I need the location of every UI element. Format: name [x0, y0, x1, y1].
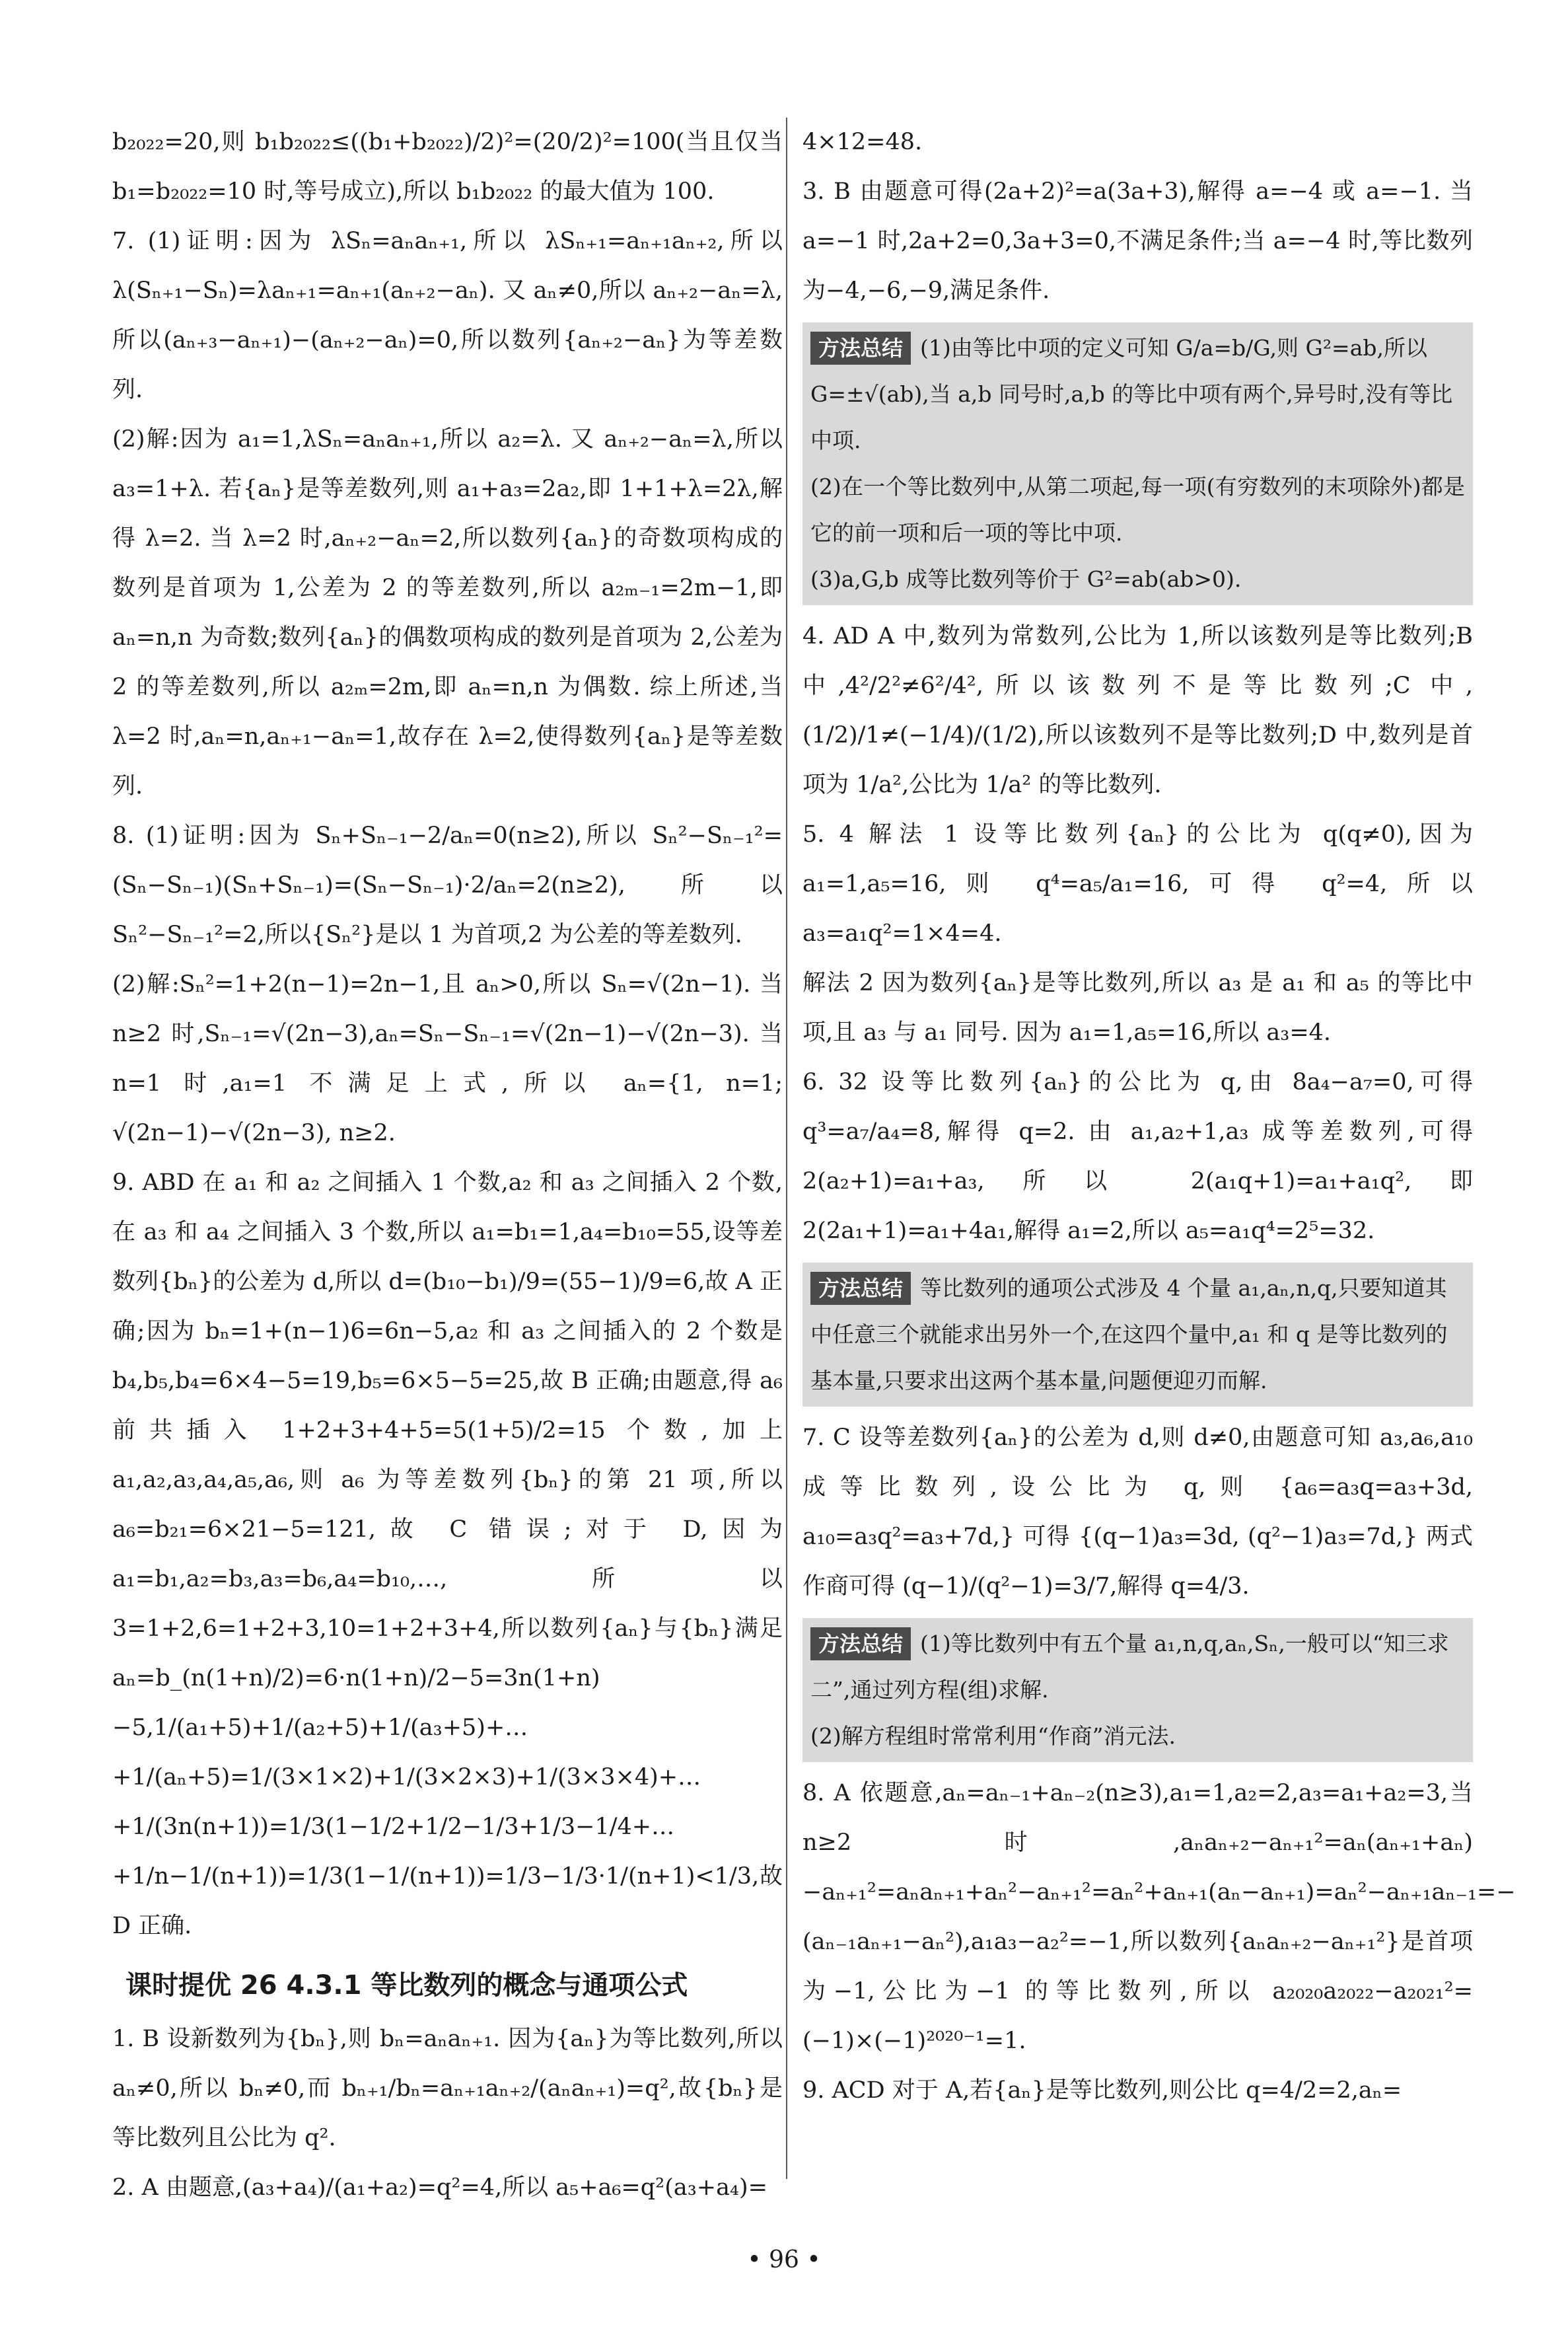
method-summary-box — [802, 322, 1473, 605]
box-text: (2)在一个等比数列中,从第二项起,每一项(有穷数列的末项除外)都是它的前一项和后一项的等比中项. — [810, 474, 1465, 546]
paragraph: 8. A 依题意,aₙ=aₙ₋₁+aₙ₋₂(n≥3),a₁=1,a₂=2,a₃=a₁+a₂=3,当 n≥2 时,aₙaₙ₊₂−aₙ₊₁²=aₙ(aₙ₊₁+aₙ)−aₙ₊₁²=aₙaₙ₊₁+aₙ²−aₙ₊₁²=aₙ²+aₙ₊₁(aₙ−aₙ₊₁)=aₙ²−aₙ₊₁aₙ₋₁=−(aₙ₋₁aₙ₊₁−aₙ²),a₁a₃−a₂²=−1,所以数列{aₙaₙ₊₂−aₙ₊₁²}是首项为−1,公比为−1 的等比数列,所以 a₂₀₂₀a₂₀₂₂−a₂₀₂₁²=(−1)×(−1)²⁰²⁰⁻¹=1. — [802, 1780, 1516, 2054]
column-divider — [786, 118, 787, 2179]
method-summary-label: 方法总结 — [810, 1272, 911, 1305]
section-title: 课时提优 26 4.3.1 等比数列的概念与通项公式 — [125, 1970, 688, 2001]
page-number: • 96 • — [747, 2246, 821, 2273]
paragraph: 4×12=48. — [802, 129, 923, 155]
method-summary-label: 方法总结 — [810, 332, 911, 365]
paragraph: (2)解:Sₙ²=1+2(n−1)=2n−1,且 aₙ>0,所以 Sₙ=√(2n−1). 当 n≥2 时,Sₙ₋₁=√(2n−3),aₙ=Sₙ−Sₙ₋₁=√(2n−1)−√(2n−3). 当 n=1 时,a₁=1 不满足上式,所以 aₙ={1, n=1; √(2n−1)−√(2n−3), n≥2. — [112, 971, 783, 1146]
paragraph: 9. ABD 在 a₁ 和 a₂ 之间插入 1 个数,a₂ 和 a₃ 之间插入 2 个数,在 a₃ 和 a₄ 之间插入 3 个数,所以 a₁=b₁=1,a₄=b₁₀=55,设等差数列{bₙ}的公差为 d,所以 d=(b₁₀−b₁)/9=(55−1)/9=6,故 A 正确;因为 bₙ=1+(n−1)6=6n−5,a₂ 和 a₃ 之间插入的 2 个数是 b₄,b₅,b₄=6×4−5=19,b₅=6×5−5=25,故 B 正确;由题意,得 a₆ 前共插入 1+2+3+4+5=5(1+5)/2=15 个数,加上 a₁,a₂,a₃,a₄,a₅,a₆,则 a₆ 为等差数列{bₙ}的第 21 项,所以 a₆=b₂₁=6×21−5=121,故 C 错误;对于 D,因为 a₁=b₁,a₂=b₃,a₃=b₆,a₄=b₁₀,…,所以 3=1+2,6=1+2+3,10=1+2+3+4,所以数列{aₙ}与{bₙ}满足 aₙ=b_(n(1+n)/2)=6·n(1+n)/2−5=3n(1+n)−5,1/(a₁+5)+1/(a₂+5)+1/(a₃+5)+…+1/(aₙ+5)=1/(3×1×2)+1/(3×2×3)+1/(3×3×4)+…+1/(3n(n+1))=1/3(1−1/2+1/2−1/3+1/3−1/4+…+1/n−1/(n+1))=1/3(1−1/(n+1))=1/3−1/3·1/(n+1)<1/3,故 D 正确. — [112, 1169, 783, 1939]
paragraph: 7. (1)证明:因为 λSₙ=aₙaₙ₊₁,所以 λSₙ₊₁=aₙ₊₁aₙ₊₂,所以 λ(Sₙ₊₁−Sₙ)=λaₙ₊₁=aₙ₊₁(aₙ₊₂−aₙ). 又 aₙ≠0,所以 aₙ₊₂−aₙ=λ,所以(aₙ₊₃−aₙ₊₁)−(aₙ₊₂−aₙ)=0,所以数列{aₙ₊₂−aₙ}为等差数列. — [112, 228, 783, 403]
paragraph: 1. B 设新数列为{bₙ},则 bₙ=aₙaₙ₊₁. 因为{aₙ}为等比数列,所以 aₙ≠0,所以 bₙ≠0,而 bₙ₊₁/bₙ=aₙ₊₁aₙ₊₂/(aₙaₙ₊₁)=q²,故{bₙ}是等比数列且公比为 q². — [112, 2026, 783, 2151]
paragraph: (2)解:因为 a₁=1,λSₙ=aₙaₙ₊₁,所以 a₂=λ. 又 aₙ₊₂−aₙ=λ,所以 a₃=1+λ. 若{aₙ}是等差数列,则 a₁+a₃=2a₂,即 1+1+λ=2λ,解得 λ=2. 当 λ=2 时,aₙ₊₂−aₙ=2,所以数列{aₙ}的奇数项构成的数列是首项为 1,公差为 2 的等差数列,所以 a₂ₘ₋₁=2m−1,即 aₙ=n,n 为奇数;数列{aₙ}的偶数项构成的数列是首项为 2,公差为 2 的等差数列,所以 a₂ₘ=2m,即 aₙ=n,n 为偶数. 综上所述,当 λ=2 时,aₙ=n,aₙ₊₁−aₙ=1,故存在 λ=2,使得数列{aₙ}是等差数列. — [112, 426, 783, 799]
paragraph: 2. A 由题意,(a₃+a₄)/(a₁+a₂)=q²=4,所以 a₅+a₆=q²(a₃+a₄)= — [112, 2174, 767, 2201]
box-text: (2)解方程组时常常利用“作商”消元法. — [810, 1723, 1176, 1749]
paragraph: 8. (1)证明:因为 Sₙ+Sₙ₋₁−2/aₙ=0(n≥2),所以 Sₙ²−Sₙ₋₁²=(Sₙ−Sₙ₋₁)(Sₙ+Sₙ₋₁)=(Sₙ−Sₙ₋₁)·2/aₙ=2(n≥2),所以 Sₙ²−Sₙ₋₁²=2,所以{Sₙ²}是以 1 为首项,2 为公差的等差数列. — [112, 823, 783, 948]
box-text: (3)a,G,b 成等比数列等价于 G²=ab(ab>0). — [810, 566, 1242, 592]
box-text: (1)由等比中项的定义可知 G/a=b/G,则 G²=ab,所以 G=±√(ab),当 a,b 同号时,a,b 的等比中项有两个,异号时,没有等比中项. — [810, 335, 1453, 453]
paragraph: 6. 32 设等比数列{aₙ}的公比为 q,由 8a₄−a₇=0,可得 q³=a₇/a₄=8,解得 q=2. 由 a₁,a₂+1,a₃ 成等差数列,可得 2(a₂+1)=a₁+a₃,所以 2(a₁q+1)=a₁+a₁q²,即 2(2a₁+1)=a₁+4a₁,解得 a₁=2,所以 a₅=a₁q⁴=2⁵=32. — [802, 1069, 1473, 1244]
paragraph: 4. AD A 中,数列为常数列,公比为 1,所以该数列是等比数列;B 中,4²/2²≠6²/4²,所以该数列不是等比数列;C 中,(1/2)/1≠(−1/4)/(1/2),所以该数列不是等比数列;D 中,数列是首项为 1/a²,公比为 1/a² 的等比数列. — [802, 623, 1473, 798]
method-summary-box — [802, 1263, 1473, 1407]
box-text: (1)等比数列中有五个量 a₁,n,q,aₙ,Sₙ,一般可以“知三求二”,通过列方程(组)求解. — [810, 1631, 1449, 1703]
paragraph: 3. B 由题意可得(2a+2)²=a(3a+3),解得 a=−4 或 a=−1. 当 a=−1 时,2a+2=0,3a+3=0,不满足条件;当 a=−4 时,等比数列为−4,−6,−9,满足条件. — [802, 178, 1473, 304]
paragraph: b₂₀₂₂=20,则 b₁b₂₀₂₂≤((b₁+b₂₀₂₂)/2)²=(20/2)²=100(当且仅当 b₁=b₂₀₂₂=10 时,等号成立),所以 b₁b₂₀₂₂ 的最大值为 100. — [112, 129, 783, 205]
box-text: 等比数列的通项公式涉及 4 个量 a₁,aₙ,n,q,只要知道其中任意三个就能求出另外一个,在这四个量中,a₁ 和 q 是等比数列的基本量,只要求出这两个基本量,问题便迎刃而解. — [810, 1275, 1448, 1393]
method-summary-box — [802, 1618, 1473, 1762]
method-summary-label: 方法总结 — [810, 1627, 911, 1660]
right-column — [802, 118, 1516, 2116]
paragraph: 9. ACD 对于 A,若{aₙ}是等比数列,则公比 q=4/2=2,aₙ= — [802, 2077, 1402, 2104]
paragraph: 解法 2 因为数列{aₙ}是等比数列,所以 a₃ 是 a₁ 和 a₅ 的等比中项,且 a₃ 与 a₁ 同号. 因为 a₁=1,a₅=16,所以 a₃=4. — [802, 970, 1473, 1046]
paragraph: 7. C 设等差数列{aₙ}的公差为 d,则 d≠0,由题意可知 a₃,a₆,a₁₀ 成等比数列,设公比为 q,则 {a₆=a₃q=a₃+3d, a₁₀=a₃q²=a₃+7d,} 可得 {(q−1)a₃=3d, (q²−1)a₃=7d,} 两式作商可得 (q−1)/(q²−1)=3/7,解得 q=4/3. — [802, 1424, 1473, 1600]
left-column — [112, 118, 783, 2213]
paragraph: 5. 4 解法 1 设等比数列{aₙ}的公比为 q(q≠0),因为 a₁=1,a₅=16,则 q⁴=a₅/a₁=16,可得 q²=4,所以 a₃=a₁q²=1×4=4. — [802, 821, 1473, 947]
